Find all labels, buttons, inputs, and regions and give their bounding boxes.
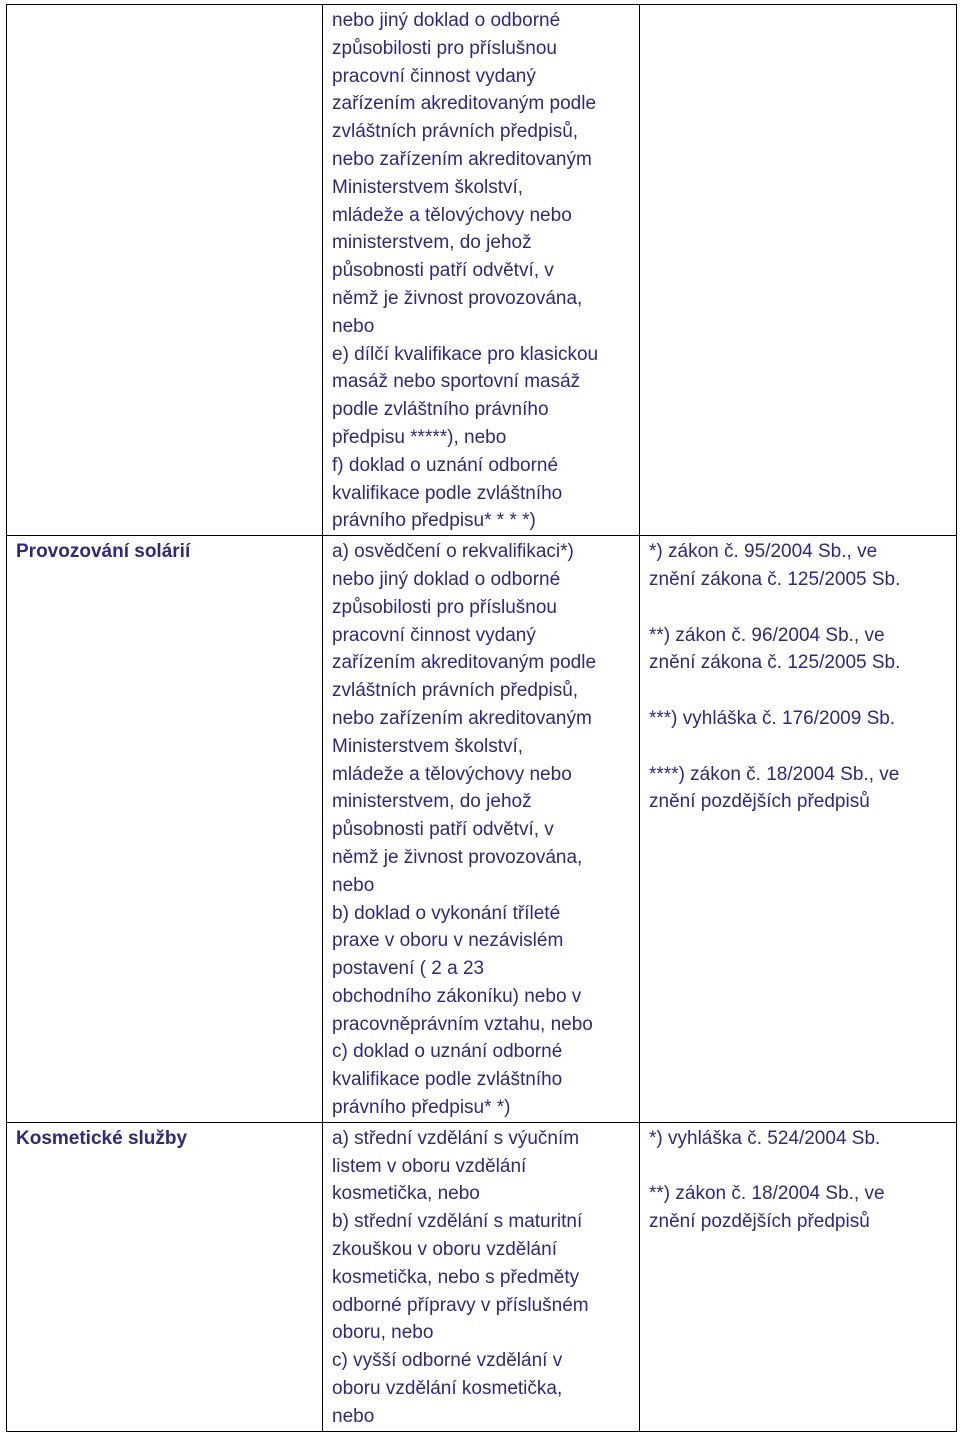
requirements-table bbox=[6, 4, 957, 1432]
service-name-cell bbox=[7, 5, 323, 536]
requirements-text: nebo jiný doklad o odborné způsobilosti pro příslušnou pracovní činnost vydaný zařízením akreditovaným podle zvláštních právních předpisů, nebo zařízením akreditovaným Ministerstvem školství, mládeže a tělovýchovy nebo ministerstvem, do jehož působnosti patří odvětví, v němž je živnost provozována, nebo e) dílčí kvalifikace pro klasickou masáž nebo sportovní masáž podle zvláštního právního předpisu *****), nebo f) doklad o uznání odborné kvalifikace podle zvláštního právního předpisu* * * *) bbox=[332, 10, 599, 532]
footnote: ***) vyhláška č. 176/2009 Sb. bbox=[649, 707, 896, 729]
notes-cell bbox=[640, 536, 957, 1123]
table-row bbox=[7, 5, 957, 536]
footnote: *) zákon č. 95/2004 Sb., ve znění zákona č. 125/2005 Sb. bbox=[649, 541, 901, 590]
service-name: Provozování solárií bbox=[16, 541, 191, 563]
footnote: **) zákon č. 96/2004 Sb., ve znění zákona č. 125/2005 Sb. bbox=[649, 624, 901, 674]
service-name-cell bbox=[7, 536, 323, 1123]
service-name-cell bbox=[7, 1122, 323, 1431]
footnote: ****) zákon č. 18/2004 Sb., ve znění pozdějších předpisů bbox=[649, 763, 900, 813]
requirements-text: a) osvědčení o rekvalifikaci*) nebo jiný doklad o odborné způsobilosti pro příslušnou pracovní činnost vydaný zařízením akreditovaným podle zvláštních právních předpisů, nebo zařízením akreditovaným Ministerstvem školství, mládeže a tělovýchovy nebo ministerstvem, do jehož působnosti patří odvětví, v němž je živnost provozována, nebo b) doklad o vykonání tříleté praxe v oboru v nezávislém postavení ( 2 a 23 obchodního zákoníku) nebo v pracovněprávním vztahu, nebo c) doklad o uznání odborné kvalifikace podle zvláštního právního předpisu* *) bbox=[332, 541, 597, 1119]
notes-cell bbox=[640, 1122, 957, 1431]
service-name: Kosmetické služby bbox=[16, 1127, 188, 1149]
notes-cell bbox=[640, 5, 957, 536]
requirements-cell bbox=[323, 1122, 640, 1431]
table-row bbox=[7, 1122, 957, 1431]
requirements-cell bbox=[323, 536, 640, 1123]
footnote: **) zákon č. 18/2004 Sb., ve znění pozdějších předpisů bbox=[649, 1183, 885, 1233]
table-row bbox=[7, 536, 957, 1123]
requirements-text: a) střední vzdělání s výučním listem v oboru vzdělání kosmetička, nebo b) střední vzdělání s maturitní zkouškou v oboru vzdělání kosmetička, nebo s předměty odborné přípravy v příslušném oboru, nebo c) vyšší odborné vzdělání v oboru vzdělání kosmetička, nebo bbox=[332, 1127, 589, 1427]
footnote: *) vyhláška č. 524/2004 Sb. bbox=[649, 1127, 881, 1149]
requirements-cell bbox=[323, 5, 640, 536]
